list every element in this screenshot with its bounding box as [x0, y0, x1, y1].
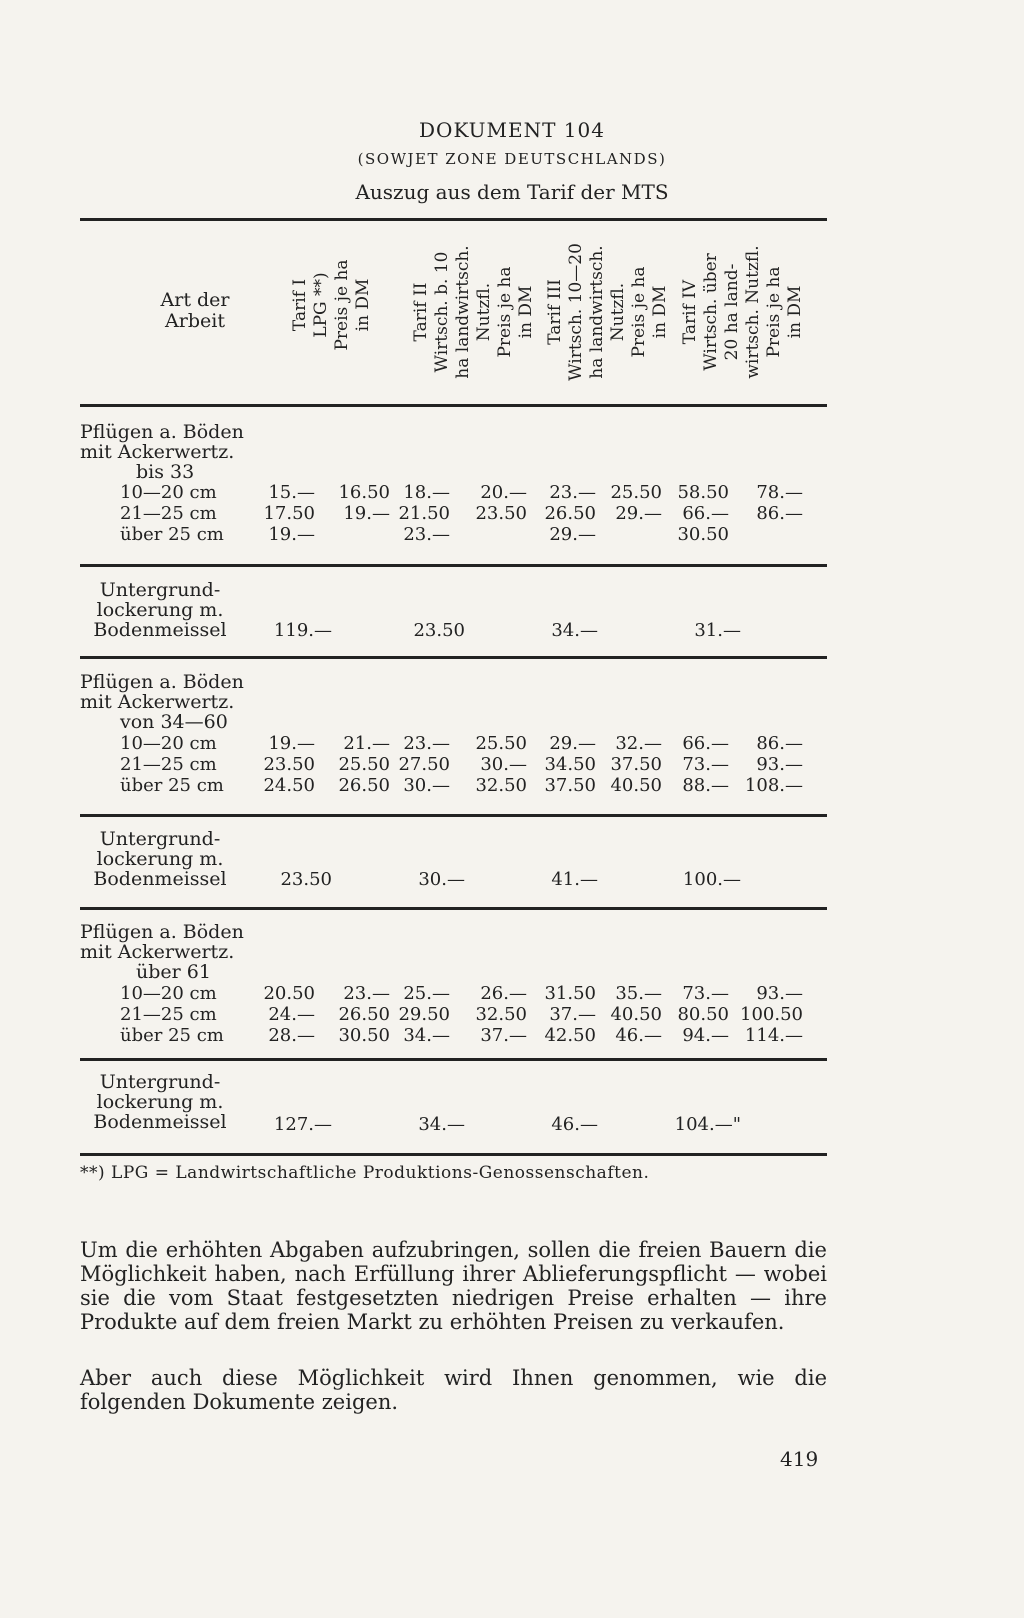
table-cell: 26.50 — [338, 775, 390, 796]
document-subtitle: (SOWJET ZONE DEUTSCHLANDS) — [357, 150, 667, 168]
table-cell: 26.50 — [544, 503, 596, 524]
table-cell: 23.— — [403, 733, 450, 754]
column-header-tarif-1: Tarif I LPG **) Preis je ha in DM — [290, 259, 373, 351]
table-row — [0, 1025, 1024, 1045]
table-row — [0, 775, 1024, 795]
table-cell: 127.— — [273, 1114, 332, 1135]
table-cell: 18.— — [403, 482, 450, 503]
table-row — [0, 754, 1024, 774]
table-cell: 93.— — [756, 983, 803, 1004]
table-cell: 30.— — [418, 869, 465, 890]
column-header-tarif-3: Tarif III Wirtsch. 10—20 ha landwirtsch. Nutzfl. Preis je ha in DM — [545, 243, 670, 381]
table-row — [0, 482, 1024, 502]
row-label: 10—20 cm — [120, 482, 217, 503]
table-cell: 31.50 — [544, 983, 596, 1004]
table-cell: 66.— — [682, 503, 729, 524]
table-footnote: **) LPG = Landwirtschaftliche Produktions-Genossenschaften. — [80, 1163, 650, 1183]
group-label: Pflügen a. Böden mit Ackerwertz. von 34—60 — [80, 671, 244, 733]
group-label: Untergrund- lockerung m. Bodenmeissel — [93, 828, 227, 890]
table-row — [0, 1004, 1024, 1024]
table-row — [0, 620, 1024, 640]
row-label: über 25 cm — [120, 1025, 224, 1046]
table-cell: 40.50 — [610, 775, 662, 796]
table-cell: 15.— — [268, 482, 315, 503]
document-title: DOKUMENT 104 — [419, 118, 605, 142]
group-label: Untergrund- lockerung m. Bodenmeissel — [93, 579, 227, 641]
table-cell: 119.— — [273, 620, 332, 641]
group-rule — [80, 656, 827, 659]
table-cell: 30.— — [403, 775, 450, 796]
table-cell: 23.— — [549, 482, 596, 503]
table-cell: 114.— — [744, 1025, 803, 1046]
column-header-line: Art der — [160, 289, 230, 311]
table-bottom-rule — [80, 1153, 827, 1156]
table-cell: 25.50 — [610, 482, 662, 503]
row-label: 21—25 cm — [120, 503, 217, 524]
table-cell: 66.— — [682, 733, 729, 754]
table-cell: 94.— — [682, 1025, 729, 1046]
table-cell: 88.— — [682, 775, 729, 796]
table-cell: 29.— — [549, 733, 596, 754]
row-label: über 25 cm — [120, 524, 224, 545]
table-cell: 28.— — [268, 1025, 315, 1046]
table-cell: 26.— — [480, 983, 527, 1004]
table-cell: 37.50 — [610, 754, 662, 775]
table-top-rule — [80, 218, 827, 221]
table-cell: 34.— — [418, 1114, 465, 1135]
table-cell: 19.— — [343, 503, 390, 524]
column-header-line: Arbeit — [165, 310, 225, 332]
table-cell: 19.— — [268, 733, 315, 754]
table-row — [0, 733, 1024, 753]
table-cell: 30.50 — [677, 524, 729, 545]
group-label: Pflügen a. Böden mit Ackerwertz. bis 33 — [80, 421, 244, 483]
table-cell: 25.50 — [338, 754, 390, 775]
column-header-tarif-2: Tarif II Wirtsch. b. 10 ha landwirtsch. Nutzfl. Preis je ha in DM — [411, 245, 536, 379]
row-label: 10—20 cm — [120, 733, 217, 754]
table-cell: 29.— — [615, 503, 662, 524]
table-cell: 27.50 — [398, 754, 450, 775]
table-cell: 108.— — [744, 775, 803, 796]
table-cell: 58.50 — [677, 482, 729, 503]
table-cell: 34.50 — [544, 754, 596, 775]
table-cell: 23.— — [403, 524, 450, 545]
table-cell: 29.— — [549, 524, 596, 545]
table-cell: 35.— — [615, 983, 662, 1004]
body-paragraph: Um die erhöhten Abgaben aufzubringen, sollen die freien Bauern die Möglichkeit haben, nach Erfüllung ihrer Ablieferungspflicht — wobei sie die vom Staat festgesetzten niedrigen Preise erhalten — ihre Produkte auf dem freien Markt zu erhöhten Preisen zu verkaufen. — [80, 1238, 827, 1334]
row-label: 10—20 cm — [120, 983, 217, 1004]
table-cell: 23.50 — [280, 869, 332, 890]
table-cell: 16.50 — [338, 482, 390, 503]
table-row — [0, 983, 1024, 1003]
table-cell: 73.— — [682, 754, 729, 775]
group-label: Untergrund- lockerung m. Bodenmeissel — [93, 1071, 227, 1133]
group-rule — [80, 814, 827, 817]
table-row — [0, 1114, 1024, 1134]
table-cell: 32.50 — [475, 775, 527, 796]
row-label: über 25 cm — [120, 775, 224, 796]
table-cell: 23.50 — [413, 620, 465, 641]
table-cell: 25.— — [403, 983, 450, 1004]
table-row — [0, 524, 1024, 544]
table-cell: 21.— — [343, 733, 390, 754]
table-cell: 86.— — [756, 503, 803, 524]
table-cell: 20.— — [480, 482, 527, 503]
table-cell: 46.— — [615, 1025, 662, 1046]
column-header-art — [120, 290, 270, 332]
table-cell: 41.— — [551, 869, 598, 890]
table-cell: 17.50 — [263, 503, 315, 524]
table-cell: 78.— — [756, 482, 803, 503]
group-rule — [80, 564, 827, 567]
table-cell: 21.50 — [398, 503, 450, 524]
column-header-tarif-4: Tarif IV Wirtsch. über 20 ha land- wirtsch. Nutzfl. Preis je ha in DM — [680, 245, 805, 379]
table-cell: 23.— — [343, 983, 390, 1004]
table-cell: 46.— — [551, 1114, 598, 1135]
group-rule — [80, 1058, 827, 1061]
table-cell: 34.— — [551, 620, 598, 641]
table-cell: 37.— — [549, 1004, 596, 1025]
row-label: 21—25 cm — [120, 754, 217, 775]
page-number: 419 — [780, 1447, 819, 1471]
table-caption: Auszug aus dem Tarif der MTS — [355, 180, 669, 204]
table-cell: 24.— — [268, 1004, 315, 1025]
table-cell: 42.50 — [544, 1025, 596, 1046]
table-cell: 32.— — [615, 733, 662, 754]
table-cell: 40.50 — [610, 1004, 662, 1025]
table-cell: 80.50 — [677, 1004, 729, 1025]
table-cell: 37.— — [480, 1025, 527, 1046]
table-cell: 30.50 — [338, 1025, 390, 1046]
table-cell: 32.50 — [475, 1004, 527, 1025]
body-paragraph: Aber auch diese Möglichkeit wird Ihnen genommen, wie die folgenden Dokumente zeigen. — [80, 1366, 827, 1414]
table-cell: 31.— — [694, 620, 741, 641]
table-cell: 104.—" — [674, 1114, 741, 1135]
table-cell: 23.50 — [475, 503, 527, 524]
group-label: Pflügen a. Böden mit Ackerwertz. über 61 — [80, 921, 244, 983]
table-cell: 73.— — [682, 983, 729, 1004]
table-row — [0, 503, 1024, 523]
table-cell: 20.50 — [263, 983, 315, 1004]
table-cell: 26.50 — [338, 1004, 390, 1025]
table-cell: 23.50 — [263, 754, 315, 775]
table-cell: 34.— — [403, 1025, 450, 1046]
table-cell: 25.50 — [475, 733, 527, 754]
table-cell: 100.50 — [740, 1004, 803, 1025]
table-cell: 24.50 — [263, 775, 315, 796]
row-label: 21—25 cm — [120, 1004, 217, 1025]
table-cell: 100.— — [682, 869, 741, 890]
header-bottom-rule — [80, 404, 827, 407]
group-rule — [80, 907, 827, 910]
table-cell: 19.— — [268, 524, 315, 545]
table-cell: 29.50 — [398, 1004, 450, 1025]
table-cell: 93.— — [756, 754, 803, 775]
table-cell: 37.50 — [544, 775, 596, 796]
table-cell: 86.— — [756, 733, 803, 754]
table-cell: 30.— — [480, 754, 527, 775]
table-row — [0, 869, 1024, 889]
